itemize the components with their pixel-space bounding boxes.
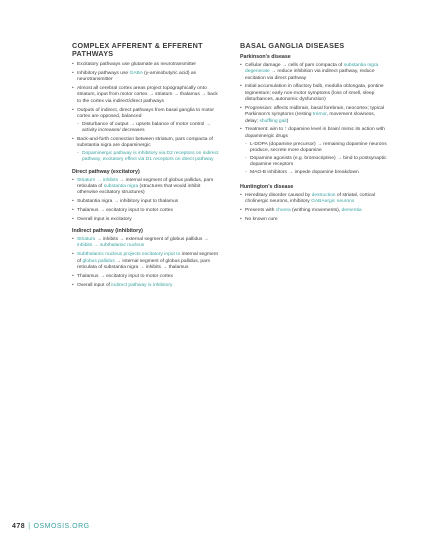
highlighted-text: GABA xyxy=(129,70,143,76)
text-run: ) xyxy=(286,118,289,124)
list-item xyxy=(72,71,222,84)
list-item xyxy=(72,62,222,68)
text-run: → internal segment of globus pallidus, pars reticulata of xyxy=(77,177,214,189)
list-item xyxy=(240,193,388,206)
text-run: Thalamus → excitatory input to motor cortex xyxy=(77,207,173,213)
text-run: Inhibitory pathways use xyxy=(77,70,130,76)
highlighted-text: chorea xyxy=(275,208,291,214)
highlighted-text: substantia nigra degenerate xyxy=(245,63,379,75)
text-run: Dopamine agonists (e.g. bromocriptine) → bind to postsynaptic dopamine receptors xyxy=(250,155,387,167)
highlighted-text: Subthalamic nucleus projects excitatory input to xyxy=(77,252,181,258)
text-run: Outputs of indirect, direct pathways from basal ganglia to motor cortex are opposed, balanced xyxy=(77,107,215,119)
list-intro xyxy=(72,62,222,164)
text-run: Presents with xyxy=(245,208,276,214)
list-item xyxy=(72,199,222,205)
subheading-huntingtons: Huntington's disease xyxy=(240,184,294,191)
text-run: Progression: affects midbrain, basal forebrain, neocortex; typical Parkinson's symptoms (resting xyxy=(245,105,385,118)
highlighted-text: globus pallidus xyxy=(82,258,115,264)
text-run: Almost all cerebral cortex areas project topographically onto striatum, input from motor cortex → striatum → thalamus → back to the cortex via indirect/direct pathways xyxy=(77,86,218,104)
list-item xyxy=(240,217,388,223)
text-run: Treatment: aim to ↑ dopamine level in brain/ mimic its action with dopaminergic drugs xyxy=(245,127,385,139)
text-run: Overall input of xyxy=(77,282,112,288)
section-title-diseases: BASAL GANGLIA DISEASES xyxy=(240,41,345,50)
highlighted-text: substantia nigra xyxy=(103,183,139,189)
text-run: Excitatory pathways use glutamate as neurotransmitter xyxy=(77,62,197,67)
sub-list xyxy=(77,122,222,135)
list-item xyxy=(72,137,222,164)
text-run: , movement slowness, delay; xyxy=(245,112,376,124)
list-item xyxy=(245,142,388,155)
text-run: Thalamus → excitatory input to motor cortex xyxy=(77,273,173,279)
text-run: Back-and-forth connection between striatum, pars compacta of substantia nigra are dopaminergic xyxy=(77,136,213,149)
text-run: Hereditary disorder caused by xyxy=(245,193,312,199)
list-item xyxy=(240,63,388,82)
text-run: Cellular damage → cells of pars compacta of xyxy=(245,63,344,68)
text-run: (writhing movements), xyxy=(290,208,342,214)
page-footer xyxy=(12,523,90,530)
subheading-indirect-pathway: Indirect pathway (inhibitory) xyxy=(72,228,143,235)
list-item xyxy=(72,108,222,135)
list-item xyxy=(77,151,222,164)
text-run: L-DOPA (dopamine precursor) → remaining dopamine neurons produce, secrete more dopamine xyxy=(250,141,387,153)
list-item xyxy=(245,170,388,176)
list-item xyxy=(72,208,222,214)
text-run: Overall input is excitatory xyxy=(77,216,132,222)
highlighted-text: destruction xyxy=(311,193,336,199)
list-item xyxy=(72,86,222,105)
list-item xyxy=(240,127,388,176)
left-column xyxy=(72,42,222,292)
highlighted-text: tremor xyxy=(312,112,327,118)
list-indirect-pathway xyxy=(72,237,222,289)
list-item xyxy=(72,217,222,223)
footer-separator: | xyxy=(28,523,31,530)
list-item xyxy=(72,252,222,271)
text-run: → reduce inhibition via indirect pathway, reduce excitation via direct pathway xyxy=(245,69,375,81)
section-title-pathways: COMPLEX AFFERENT & EFFERENT PATHWAYS xyxy=(72,41,203,58)
text-run: internal segment of xyxy=(77,252,218,264)
text-run: Initial accumulation in olfactory bulb, medulla oblongata, pontine tegmentum; early non-motor symptoms (loss of smell, sleep disturbances, autonomic dysfunction) xyxy=(245,84,384,103)
right-column xyxy=(240,42,388,226)
text-run: of striatal, cortical cholinergic neurons, inhibitory xyxy=(245,193,375,205)
list-item xyxy=(72,237,222,250)
highlighted-text: Striatum → inhibits xyxy=(77,177,119,183)
list-item xyxy=(240,106,388,125)
text-run: Disturbance of output → upsets balance of motor control → activity increases/ decreases xyxy=(82,121,211,133)
list-direct-pathway xyxy=(72,178,222,224)
text-run: (γ-aminobutyric acid) as neurotransmitter xyxy=(77,70,197,83)
highlighted-text: indirect pathway is inhibitory xyxy=(111,282,173,288)
text-run: Substantia nigra → inhibitory input to thalamus xyxy=(77,199,179,205)
list-item xyxy=(72,283,222,289)
list-item xyxy=(240,208,388,214)
list-parkinsons xyxy=(240,63,388,176)
highlighted-text: Dopaminergic pathway is inhibitory via D2 receptors on indirect pathway, excitatory effect via D1 receptors on direct pathway xyxy=(82,150,219,163)
page-number: 478 xyxy=(12,523,26,530)
footer-site-link[interactable]: OSMOSIS.ORG xyxy=(33,523,90,530)
list-item xyxy=(72,274,222,280)
highlighted-text: dementia xyxy=(341,208,362,214)
subheading-parkinsons: Parkinson's disease xyxy=(240,54,291,60)
list-huntingtons xyxy=(240,193,388,223)
sub-list xyxy=(77,151,222,164)
list-item xyxy=(240,84,388,103)
highlighted-text: inhibits → subthalamic nucleus xyxy=(77,243,145,249)
list-item xyxy=(245,156,388,169)
subheading-direct-pathway: Direct pathway (excitatory) xyxy=(72,168,140,175)
sub-list xyxy=(245,142,388,176)
highlighted-text: GABAergic neurons xyxy=(311,199,355,205)
text-run: MAO-B inhibitors → impede dopamine breakdown xyxy=(250,169,359,175)
text-run: → internal segment of globus pallidus, pars reticulata of substantia nigra → inhibits → thalamus xyxy=(77,258,210,270)
text-run: No known cure xyxy=(245,217,278,223)
highlighted-text: shuffling gait xyxy=(259,118,287,124)
text-run: → inhibits → external segment of globus pallidus → xyxy=(95,237,209,243)
list-item xyxy=(72,178,222,197)
highlighted-text: Striatum xyxy=(77,237,96,243)
list-item xyxy=(77,122,222,135)
text-run: (structures that would inhibit otherwise excitatory structures) xyxy=(77,183,201,196)
